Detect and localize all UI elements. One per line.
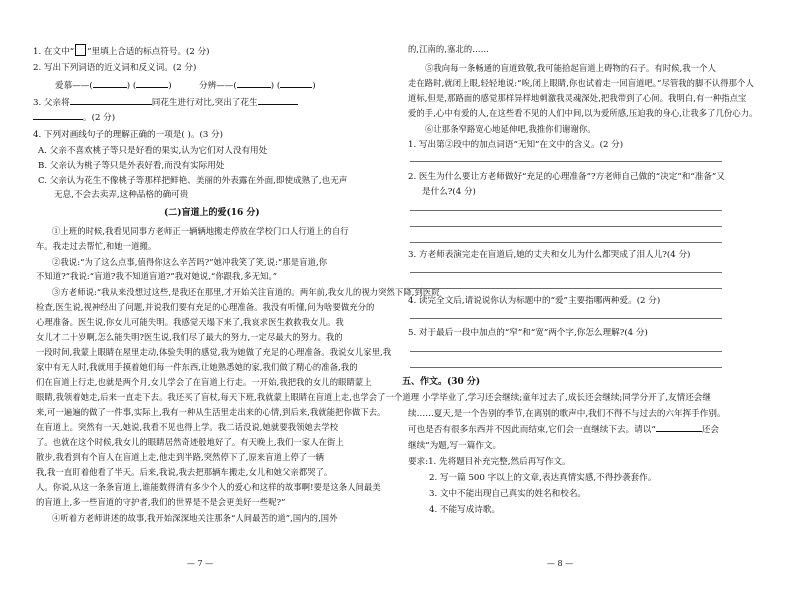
answer-line[interactable]	[410, 351, 722, 352]
requirement-2: 2. 写一篇 500 字以上的文章,表达真情实感,不得抄袭套作。	[429, 473, 657, 483]
paragraph-3-line: 我,我一直盯着他看了半天。后来,我说,我去把那辆车搬走,女儿和她父亲都哭了。	[36, 467, 333, 477]
answer-blank[interactable]	[93, 87, 127, 88]
paragraph-6-line: ⑥让那条窄路宽心地延伸吧,我推你们谢谢你。	[425, 124, 596, 134]
requirement-3: 3. 文中不能出现自己真实的姓名和校名。	[429, 489, 587, 499]
requirement-4: 4. 不能写成诗歌。	[429, 505, 501, 515]
answer-line[interactable]	[410, 367, 722, 368]
page-number: — 7 —	[187, 559, 214, 568]
page-8	[400, 0, 800, 589]
question-3-end: 。(2 分)	[33, 113, 115, 124]
reading-question-4: 4. 读完全文后,请说说你认为标题中的“爱”主要指哪两种爱。(2 分)	[408, 296, 661, 306]
answer-blank[interactable]	[70, 104, 152, 105]
composition-prompt-line: 小学毕业了,学习还会继续;童年过去了,成长还会继续;同学分开了,友情还会继	[422, 393, 711, 403]
paragraph-5-line: ⑤我向每一条畅通的盲道致敬,我可能拾起盲道上碍物的石子。有时候,我一个人	[425, 63, 716, 73]
composition-prompt-line: 继续”为题,写一篇作文。	[408, 441, 502, 451]
reading-question-2-cont: 是什么?(4 分)	[422, 187, 476, 197]
option-b[interactable]: B. 父亲认为桃子等只是外表好看,而没有实际用处	[38, 161, 225, 171]
option-a[interactable]: A. 父亲不喜欢桃子等只是好看的果实,认为它们对人没有用处	[38, 146, 268, 156]
composition-prompt-line: 可也是否有很多东西并不因此而结束,它们会一直继续下去。请以“ 还会	[408, 425, 719, 435]
paragraph-3-line: 人。你说,从这一条条盲道上,谁能数得清有多少个人的爱心和这样的故事啊!要是这条人间最美	[36, 482, 381, 492]
reading-question-1: 1. 写出第②段中的加点词语“无知”在文中的含义。(2 分)	[408, 140, 624, 150]
paragraph-4-cont: 的,江南的,塞北的……	[408, 44, 490, 54]
answer-line[interactable]	[410, 242, 722, 243]
answer-line[interactable]	[410, 288, 722, 289]
reading-question-2: 2. 医生为什么要让方老师做好“充足的心理准备”?方老师自己做的“决定”和“准备”又	[408, 172, 725, 182]
paragraph-3-line: ③方老师说:“我从来没想过这些,是我还在那里,才开始关注盲道的。两年前,我女儿的视力突然下降,到医院	[52, 287, 440, 297]
paragraph-4-line: ④听着方老师讲述的故事,我开始深深地关注那条“人间最苦的道”,国内的,国外	[52, 513, 338, 523]
section-title: (二)盲道上的爱(16 分)	[164, 208, 260, 218]
composition-title: 五、作文。(30 分)	[402, 377, 481, 387]
option-c[interactable]: C. 父亲认为花生不像桃子等那样把鲜艳、美丽的外表露在外面,即使成熟了,也无声	[38, 176, 348, 186]
punctuation-blank-box[interactable]	[75, 44, 86, 56]
page-number: — 8 —	[547, 559, 574, 568]
composition-prompt-line: 续……夏天,是一个告别的季节,在离别的歌声中,我们不得不与过去的六年挥手作别。	[408, 409, 726, 419]
question-2: 2. 写出下列词语的近义词和反义词。(2 分)	[33, 63, 197, 73]
paragraph-3-line: 来,可一遍遍的做了一件事,实际上,我有一种从生活里走出来的心情,到后来,我就能把你做下去。	[36, 407, 386, 417]
paragraph-1-line: 车。我走过去帮忙,和她一道搬。	[36, 241, 157, 251]
paragraph-2-line: ②我说:“为了这么点事,值得你这么辛苦吗?”她冲我笑了笑,说:“那是盲道,你	[52, 257, 328, 267]
answer-blank[interactable]	[237, 87, 271, 88]
paragraph-3-line: 心理准备。医生说,你女儿可能失明。我感觉天塌下来了,我哀求医生救救我女儿。我	[36, 317, 344, 327]
paragraph-3-line: 检查,医生说,视神经出了问题,并说我们要有充足的心理准备。我没有听懂,问为啥要做充分的	[36, 302, 375, 312]
answer-blank[interactable]	[33, 119, 83, 120]
reading-question-3: 3. 方老师表演完走在盲道后,她的丈夫和女儿为什么都哭成了泪人儿?(4 分)	[408, 250, 691, 260]
question-3: 3. 父亲将 同花生进行对比,突出了花生	[33, 98, 298, 109]
answer-blank[interactable]	[258, 104, 298, 105]
question-1: 1. 在文中“ ”里填上合适的标点符号。(2 分)	[33, 44, 210, 58]
paragraph-5-line: 道标,但是,那路面的感觉那样异样地刺激我灵魂深处,把我带到了心间。我明白,有一种指点宝	[408, 93, 747, 103]
paragraph-3-line: 在盲道上。突然有一天,她说,我看不见也得上学。我二话没说,她就要我领她去学校	[36, 422, 339, 432]
paragraph-3-line: 的盲道上,多一些盲道的守护者,我们的世界是不是会更美好一些呢?”	[36, 497, 286, 507]
paragraph-2-line: 不知道?”我说:“盲道?我不知道盲道?”我对她说,“你跟我,多无知。”	[36, 271, 278, 281]
reading-question-5: 5. 对于最后一段中加点的“窄”和“宽”两个字,你怎么理解?(4 分)	[408, 328, 648, 338]
paragraph-5-line: 爱的手,心中有爱的人,在这些看不见的人们中间,以为爱所感,压迫我的身心,让我多了几份心力。	[408, 108, 758, 118]
answer-line[interactable]	[410, 318, 722, 319]
option-c-cont: 无息,不会去卖弄,这种品格的确可贵	[54, 190, 189, 200]
paragraph-3-line: 了。也就在这个时候,我女儿的眼睛居然奇迹般地好了。有天晚上,我们一家人在街上	[36, 437, 344, 447]
title-blank[interactable]	[656, 431, 702, 432]
paragraph-3-line: 一段时间,我蒙上眼睛在屋里走动,体验失明的感觉,我为她做了充足的心理准备。我说女儿家里,我	[36, 347, 392, 357]
answer-line[interactable]	[410, 210, 722, 211]
paragraph-3-line: 眼睛,我领着她走,后来一直走下去。我还买了盲杖,每天下班,我就蒙上眼睛在盲道上走,也学会了一个道理	[36, 392, 420, 402]
requirement-1: 要求:1. 先将题目补充完整,然后再写作文。	[408, 457, 571, 467]
answer-line[interactable]	[410, 272, 722, 273]
paragraph-3-line: 女儿才二十岁啊,怎么能失明?医生说,我们尽了最大的努力,一定尽最大的努力。我的	[36, 332, 343, 342]
paragraph-3-line: 们在盲道上行走,也就是两个月,女儿学会了在盲道上行走。一开始,我把我的女儿的眼睛蒙上	[36, 377, 372, 387]
answer-line[interactable]	[410, 226, 722, 227]
question-4: 4. 下列对画线句子的理解正确的一项是( )。(3 分)	[33, 130, 223, 140]
paragraph-3-line: 散步,我看到有个盲人在盲道上走,他走到半路,突然停下了,原来盲道上停了一辆	[36, 452, 325, 462]
paragraph-1-line: ①上班的时候,我看见同事方老师正一辆辆地搬走停放在学校门口人行道上的自行	[52, 226, 349, 236]
answer-line[interactable]	[410, 161, 722, 162]
paragraph-5-line: 走在路时,就闭上眼,轻轻地说:“唉,闭上眼睛,你也试着走一回盲道吧。”尽管我的脚不认得那个人	[408, 78, 754, 88]
answer-blank[interactable]	[280, 87, 312, 88]
question-2-words: 爱慕——( ) ( ) 分辨——( ) ( )	[55, 81, 316, 91]
answer-blank[interactable]	[136, 87, 168, 88]
paragraph-3-line: 家中有无人时,我就用手摸着她们每一件东西,让她熟悉她的家,我们做了精心的准备,我的	[36, 362, 358, 372]
